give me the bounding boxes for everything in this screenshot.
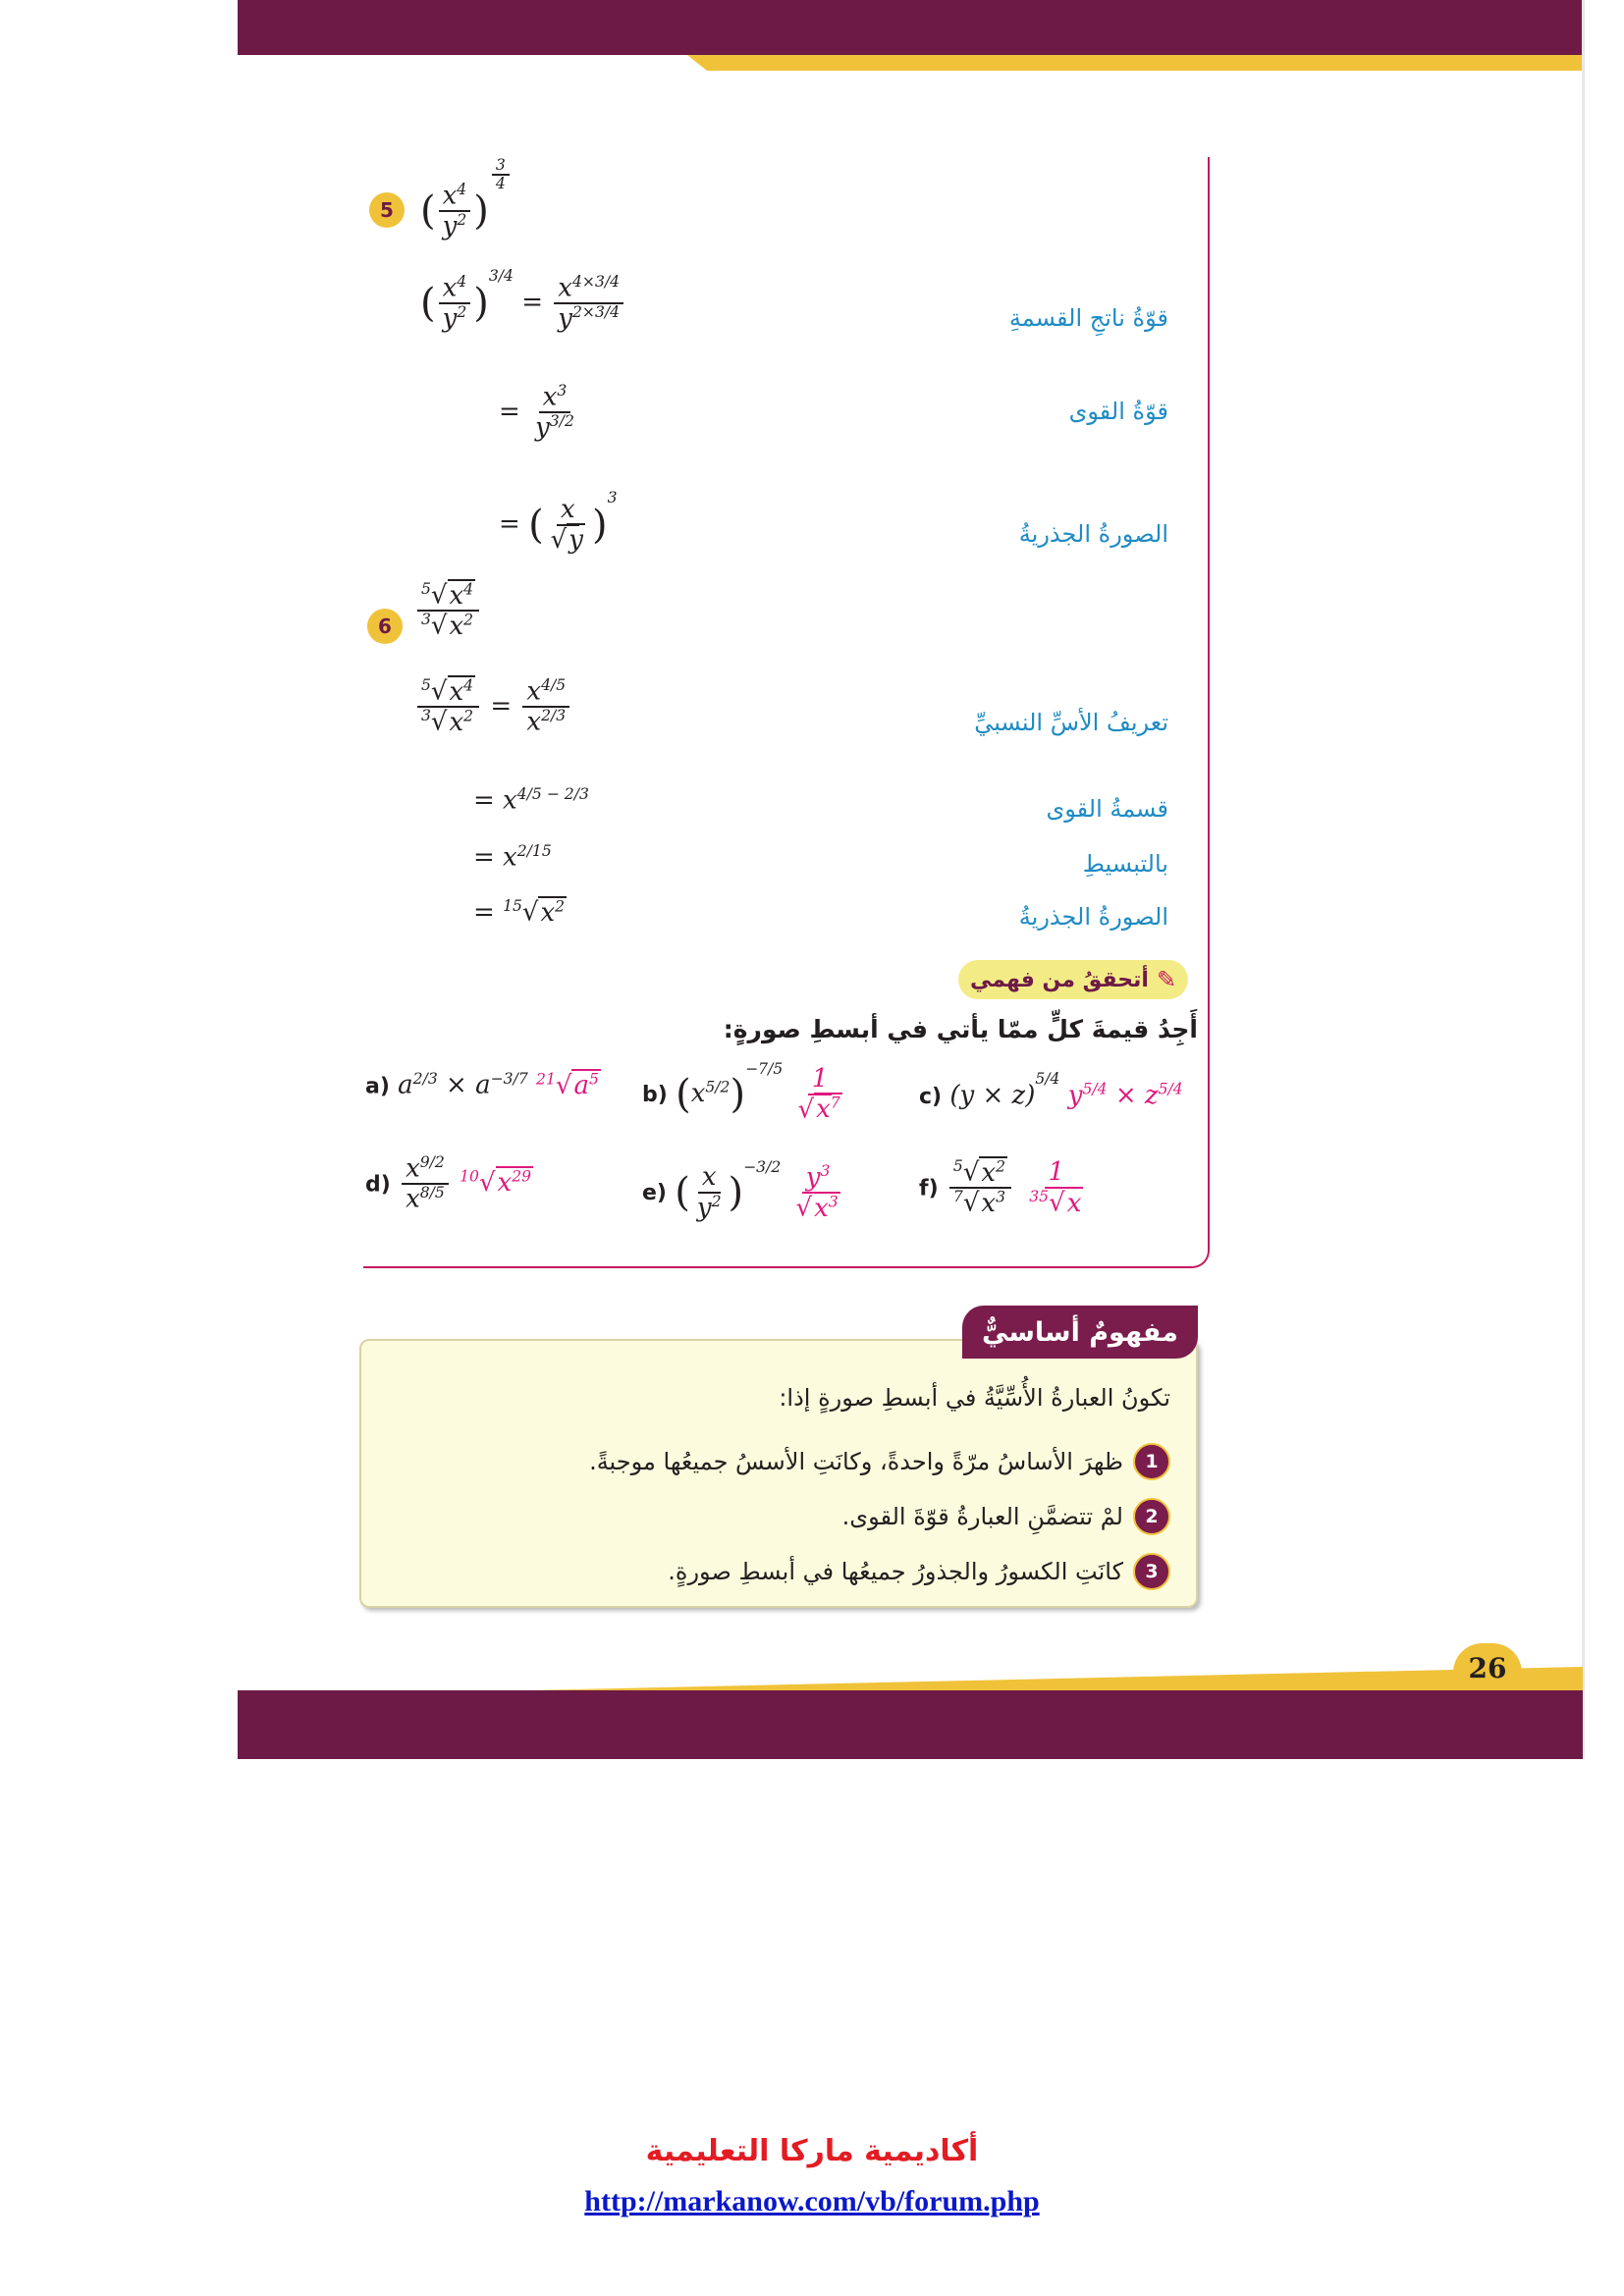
example-6-number: 6 (367, 609, 403, 644)
example-5-step-3: = ( $\frac{x}{√y}$ )$^3$ (499, 489, 618, 555)
academy-url-link[interactable]: http://markanow.com/vb/forum.php (584, 2185, 1040, 2217)
page-number: 26 (1453, 1643, 1522, 1692)
example-5-note-3: الصورةُ الجذريةُ (1018, 520, 1168, 548)
exercise-d: d) $\frac{x^{9/2}}{x^{8/5}}$ $^{10}√x^{29}$ (365, 1153, 532, 1214)
key-concept-item-3: 3 كانَتِ الكسورُ والجذورُ جميعُها في أبسطِ صورةٍ. (668, 1553, 1170, 1590)
page-edge-rule (1582, 0, 1585, 1759)
key-concept-item-2: 2 لمْ تتضمَّنِ العبارةُ قوّةَ القوى. (842, 1498, 1170, 1535)
header-band (238, 0, 1583, 55)
pencil-icon: ✎ (1156, 966, 1177, 993)
example-6-step-2: = $x^{4/5 - 2/3}$ (473, 785, 589, 816)
example-6-note-4: الصورةُ الجذريةُ (1018, 903, 1168, 931)
exercise-f-label: f) (919, 1176, 939, 1201)
example-6-step-1: $\frac{^5√x^4}{^3√x^2}$ = $\frac{x^{4/5}}{x^{2/3}}$ (414, 677, 572, 737)
exercise-c-label: c) (919, 1085, 943, 1109)
exercise-c-answer: $y^{5/4} \times z^{5/4}$ (1067, 1080, 1183, 1110)
exercise-b-answer: $\frac{1}{√x^7}$ (797, 1064, 840, 1125)
exercise-prompt: أَجِدُ قيمةَ كلٍّ ممّا يأتي في أبسطِ صورةٍ: (723, 1015, 1198, 1043)
example-6-step-3: = $x^{2/15}$ (473, 842, 552, 873)
example-5-note-1: قوّةُ ناتجِ القسمةِ (1008, 304, 1168, 332)
exercise-d-label: d) (365, 1172, 391, 1198)
footer-band (238, 1690, 1583, 1759)
footer-accent-stripe (530, 1667, 1583, 1690)
example-5-note-2: قوّةُ القوى (1068, 398, 1168, 425)
check-understanding-title: أتحققُ من فهمي (969, 967, 1149, 992)
exercise-d-answer: $^{10}√x^{29}$ (460, 1167, 532, 1199)
example-6-note-2: قسمةُ القوى (1046, 795, 1168, 823)
exercise-e: e) ( $\frac{x}{y^2}$ )$^{-3/2}$ $\frac{y^3}{√x^3}$ (642, 1158, 847, 1222)
key-concept-title: مفهومٌ أساسيٌّ (962, 1306, 1198, 1359)
exercise-b-label: b) (642, 1083, 668, 1107)
example-6-step-4: = $^{15}√x^2$ (473, 897, 566, 928)
example-5-step-2: = $\frac{x^3}{y^{3/2}}$ (499, 382, 574, 443)
exercise-a-label: a) (365, 1074, 390, 1099)
example-5-expression: ( $\frac{x^4}{y^2}$ ) $^{\frac{3}{4}}$ (420, 157, 513, 240)
exercise-c: c) $(y \times z)^{5/4}$ $y^{5/4} \times z^{5/4}$ (919, 1070, 1183, 1110)
exercise-f-answer: $\frac{1}{^{35}√x}$ (1029, 1157, 1082, 1218)
example-6-note-1: تعريفُ الأسِّ النسبيِّ (974, 709, 1168, 736)
exercise-e-label: e) (642, 1181, 667, 1205)
example-6-expression: $\frac{^5√x^4}{^3√x^2}$ (414, 581, 482, 641)
example-6-note-3: بالتبسيطِ (1082, 850, 1168, 878)
key-concept-item-1: 1 ظهرَ الأساسُ مرّةً واحدةً، وكانَتِ الأسسُ جميعُها موجبةً. (589, 1443, 1170, 1480)
exercise-a-answer: $^{21}√a^5$ (536, 1070, 599, 1100)
exercise-b: b) $(x^{5/2})^{-7/5}$ $\frac{1}{√x^7}$ (642, 1060, 849, 1124)
check-understanding-banner (958, 960, 1188, 999)
key-concept-intro: تكونُ العبارةُ الأُسِّيَّةُ في أبسطِ صورةٍ إذا: (779, 1384, 1170, 1412)
exercise-a: a) $a^{2/3} \times a^{-3/7}$ $^{21}√a^5$ (365, 1070, 599, 1100)
example-5-step-1: ( $\frac{x^4}{y^2}$ )$^{3/4}$ = $\frac{x^{4\times 3/4}}{y^{2\times 3/4}}$ (420, 267, 626, 333)
exercise-f: f) $\frac{^5√x^2}{^7√x^3}$ $\frac{1}{^{35}√x}$ (919, 1158, 1090, 1218)
exercise-e-answer: $\frac{y^3}{√x^3}$ (795, 1161, 839, 1223)
header-accent-stripe (687, 55, 1583, 71)
example-5-number: 5 (369, 192, 405, 228)
academy-name: أكاديمية ماركا التعليمية (645, 2134, 979, 2168)
